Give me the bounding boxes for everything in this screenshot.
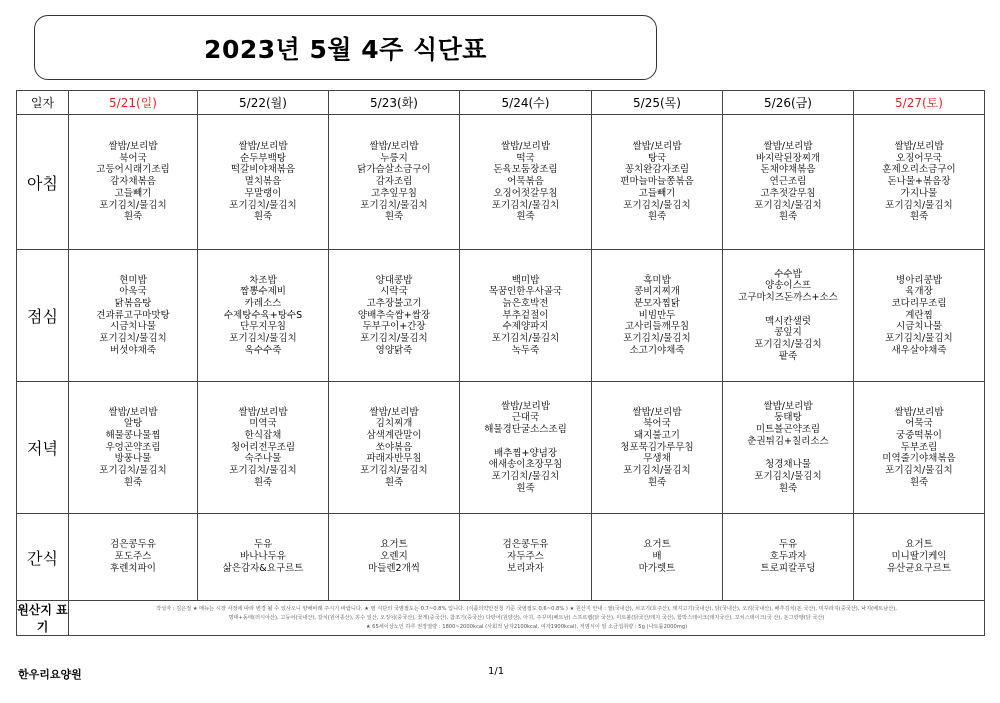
menu-item: 무생채 (643, 453, 671, 465)
menu-item (723, 304, 853, 316)
menu-item: 닭가슴살소금구이 (357, 164, 431, 176)
menu-item: 병아리콩밥 (896, 274, 942, 286)
meal-label: 간식 (17, 514, 69, 601)
menu-item: 춘권튀김+칠리소스 (747, 435, 829, 447)
menu-item: 쌀밥/보리밥 (238, 406, 288, 418)
menu-cell (198, 250, 329, 382)
menu-item: 오징어젓갈무침 (493, 187, 558, 199)
menu-item: 양송이스프 (765, 280, 811, 292)
menu-item: 늙은호박전 (502, 297, 549, 309)
menu-item: 고추잎무침 (371, 187, 417, 199)
menu-cell (329, 250, 460, 382)
menu-item: 포기김치/물김치 (623, 199, 691, 211)
menu-item: 새우살야채죽 (891, 344, 947, 356)
menu-item: 방풍나물 (114, 453, 152, 465)
menu-item: 목꿈인한우사골국 (488, 286, 563, 298)
menu-item: 김치찌개 (375, 418, 413, 430)
menu-item: 버섯야채죽 (110, 344, 156, 356)
menu-item: 쌀밥/보리밥 (108, 406, 158, 418)
menu-item: 옥수수죽 (244, 344, 282, 356)
menu-item: 궁중떡볶이 (896, 429, 942, 441)
menu-item: 애새송이초장무침 (488, 459, 563, 471)
menu-item: 포기김치/물김치 (229, 465, 297, 477)
menu-item: 어묵볶음 (507, 176, 544, 188)
menu-item: 수제양파지 (502, 321, 549, 333)
meal-label: 아침 (17, 115, 69, 250)
snack-row (17, 514, 985, 601)
meal-label: 저녁 (17, 382, 69, 514)
breakfast-row (17, 115, 985, 250)
menu-item: 녹두죽 (511, 344, 540, 356)
menu-item: 흰죽 (778, 211, 798, 223)
menu-item: 카레소스 (244, 297, 282, 309)
menu-item: 포기김치/물김치 (754, 470, 822, 482)
menu-item: 오징어무국 (896, 152, 942, 164)
menu-item: 감자채볶음 (110, 176, 156, 188)
menu-item: 부추겉절이 (502, 309, 549, 321)
menu-item (723, 448, 853, 460)
menu-item: 편마늘마늘쫑볶음 (620, 176, 694, 188)
menu-item: 흰죽 (778, 482, 798, 494)
menu-item: 흰죽 (123, 211, 143, 223)
menu-item: 포기김치/물김치 (491, 333, 560, 345)
menu-item: 바지락된장찌개 (755, 152, 821, 164)
menu-item: 양배추숙쌈+쌈장 (357, 309, 431, 321)
page-title: 2023년 5월 4주 식단표 (204, 34, 487, 64)
menu-item: 고들빼기 (114, 187, 152, 199)
menu-item: 흑미밥 (643, 274, 671, 286)
menu-item: 포기김치/물김치 (360, 333, 428, 345)
menu-item: 청어리전무조림 (230, 441, 296, 453)
menu-item: 포기김치/물김치 (99, 199, 167, 211)
menu-cell (592, 115, 723, 250)
menu-item: 두부구이+간장 (362, 321, 426, 333)
menu-item: 마가렛트 (638, 562, 676, 574)
day-header: 5/27(토) (854, 91, 985, 115)
menu-item: 콩비지찌개 (634, 286, 680, 298)
origin-note-line: ★ 65세이상노인 하루 권장열량 : 1800~2000kcal (사회적 남자2100kcal, 여자1900kcal), 저염식이 일 소금섭취량 : 5g (나트륨2000mg) (365, 623, 688, 630)
menu-item: 쌀밥/보리밥 (894, 406, 944, 418)
menu-cell (723, 382, 854, 514)
menu-item: 쌀밥/보리밥 (369, 406, 419, 418)
menu-item: 흰죽 (909, 211, 929, 223)
meal-label: 점심 (17, 250, 69, 382)
page-number: 1/1 (488, 666, 505, 677)
menu-item: 흰죽 (384, 211, 404, 223)
menu-cell (329, 382, 460, 514)
menu-item: 쌀밥/보리밥 (108, 141, 158, 153)
menu-item: 쌀밥/보리밥 (763, 400, 813, 412)
menu-item: 동태탕 (774, 412, 802, 424)
menu-item: 삶은감자&요구르트 (222, 562, 304, 574)
menu-item: 포기김치/물김치 (99, 333, 167, 345)
menu-item: 고추젓갈무침 (760, 187, 816, 199)
menu-cell (69, 250, 198, 382)
menu-cell (592, 250, 723, 382)
menu-item: 소고기야채죽 (629, 344, 685, 356)
menu-item: 쌀밥/보리밥 (500, 141, 551, 153)
menu-item: 포기김치/물김치 (360, 199, 428, 211)
menu-item: 쌀밥/보리밥 (500, 400, 551, 412)
menu-item: 아욱국 (119, 286, 147, 298)
menu-item: 쌀밥/보리밥 (763, 141, 813, 153)
menu-item: 포기김치/물김치 (754, 338, 822, 350)
menu-item: 검은콩두유 (110, 539, 156, 551)
menu-item: 쏘야볶음 (375, 441, 413, 453)
menu-item: 흰죽 (909, 476, 929, 488)
menu-item: 돈나물+볶음장 (887, 176, 951, 188)
menu-item: 검은콩두유 (502, 539, 549, 551)
menu-item: 떡국 (516, 152, 535, 164)
menu-cell (460, 514, 592, 601)
menu-item: 탕국 (647, 152, 667, 164)
menu-cell (198, 382, 329, 514)
menu-item: 백미밥 (511, 274, 540, 286)
menu-item: 북어국 (119, 152, 147, 164)
menu-item: 마들렌2개씩 (368, 562, 420, 574)
menu-item: 양대콩밥 (375, 274, 413, 286)
menu-item: 알탕 (123, 418, 143, 430)
menu-item: 배 (652, 551, 662, 563)
menu-item: 후렌치파이 (110, 562, 156, 574)
menu-item (460, 436, 591, 448)
menu-item: 맥시칸샐럿 (765, 315, 811, 327)
menu-item: 닭볶음탕 (114, 297, 152, 309)
menu-cell (329, 115, 460, 250)
organization-name: 한우리요양원 (18, 668, 82, 681)
menu-item: 청경채나물 (765, 459, 811, 471)
menu-item: 포기김치/물김치 (229, 199, 297, 211)
menu-cell (460, 250, 592, 382)
menu-item: 가지나물 (900, 187, 938, 199)
menu-item: 흰죽 (516, 482, 535, 494)
menu-item: 미트볼곤약조림 (755, 424, 821, 436)
menu-item: 두유 (253, 539, 273, 551)
menu-item: 포기김치/물김치 (885, 333, 953, 345)
menu-item: 어묵국 (905, 418, 933, 430)
origin-label: 원산지 표기 (17, 601, 69, 636)
day-header: 5/21(일) (69, 91, 198, 115)
menu-cell (198, 115, 329, 250)
menu-item: 누룽지 (380, 152, 408, 164)
day-header: 5/24(수) (460, 91, 592, 115)
menu-item: 쌀밥/보리밥 (894, 141, 944, 153)
menu-item: 쌀밥/보리밥 (369, 141, 419, 153)
menu-item: 육개장 (905, 286, 933, 298)
menu-item: 흰죽 (123, 476, 143, 488)
menu-item: 포기김치/물김치 (491, 470, 560, 482)
menu-cell (723, 514, 854, 601)
menu-cell (69, 115, 198, 250)
menu-item: 북어국 (643, 418, 671, 430)
menu-item: 감자조림 (375, 176, 413, 188)
menu-item: 돈육모둠장조림 (493, 164, 558, 176)
menu-item: 포기김치/물김치 (229, 333, 297, 345)
menu-item: 돈채야채볶음 (760, 164, 816, 176)
menu-item: 미니딸기케익 (891, 551, 947, 563)
menu-cell (460, 115, 592, 250)
menu-item: 포기김치/물김치 (99, 465, 167, 477)
meal-body (17, 115, 985, 601)
menu-item: 쌀밥/보리밥 (632, 141, 682, 153)
origin-note-line: 작성자 : 김은정 ★ 메뉴는 시장 사정에 따라 변경 될 수 있사오니 양해바래 주시기 바랍니다. ★ 염 식단의 국염절도는 0.7~0.8% 입니다. (식품의약안전청 기준 국염절도 0.6~0.8% ) ★ 원산지 안내 : 쌀(국내산), 쇠고기(호주산), 돼지고기(국내산), 닭(국내산), 오리(국내산), 배추김치(돈 국산), 미꾸라지(중국산), 낙지(베트남산), (156, 605, 897, 612)
menu-item: 바나나두유 (240, 551, 286, 563)
menu-item: 한식잡채 (244, 429, 282, 441)
day-header: 5/25(목) (592, 91, 723, 115)
menu-item: 고등어시래기조림 (96, 164, 170, 176)
menu-item: 흰죽 (253, 211, 273, 223)
menu-item: 떡갈비야채볶음 (230, 164, 296, 176)
menu-item: 훈제오리소금구이 (882, 164, 956, 176)
menu-item: 포기김치/물김치 (623, 465, 691, 477)
menu-item: 요거트 (380, 539, 408, 551)
menu-cell (854, 250, 985, 382)
date-header-label: 일자 (17, 91, 69, 115)
menu-item: 쌀밥/보리밥 (632, 406, 682, 418)
menu-item: 두유 (778, 539, 798, 551)
menu-item: 영양닭죽 (375, 344, 413, 356)
menu-item: 순두부백탕 (240, 152, 286, 164)
menu-item: 유산균요구르트 (886, 562, 952, 574)
menu-item: 자두주스 (507, 551, 544, 563)
header-row (17, 91, 985, 115)
menu-item: 요거트 (905, 539, 933, 551)
menu-item: 포기김치/물김치 (754, 199, 822, 211)
menu-item: 고구마치즈돈까스+소스 (738, 292, 838, 304)
menu-cell (592, 382, 723, 514)
origin-row (17, 601, 985, 636)
day-header: 5/22(월) (198, 91, 329, 115)
day-header: 5/23(화) (329, 91, 460, 115)
menu-item: 코다리무조림 (891, 297, 947, 309)
origin-note-line: 명태+동태(러시아산), 고등어(국내산), 갈치(원어종산), 꽁수 일산, 오징어(중국산), 꽃게(중국산), 참조기(중국산) 다랑어(원양산), 아귀, 주꾸미(베트남) 스프르랩(닭 국산), 미트볼(닭국산/돼지 국산), 함박스테이크(돼지국산), 꼬치스테이크(국 산), 돈그랑땡(닭 국산) (228, 614, 825, 621)
title-box (34, 15, 657, 80)
menu-item: 고추장불고기 (366, 297, 422, 309)
menu-cell (198, 514, 329, 601)
menu-item: 흰죽 (647, 211, 667, 223)
menu-item: 청포묵김가루무침 (620, 441, 694, 453)
menu-item: 보리과자 (507, 562, 544, 574)
menu-item: 두부조림 (900, 441, 938, 453)
menu-cell (592, 514, 723, 601)
origin-notes (69, 601, 985, 636)
menu-cell (723, 115, 854, 250)
menu-item: 콩잎지 (774, 327, 802, 339)
menu-item: 팥죽 (778, 350, 798, 362)
menu-item: 단무지무침 (240, 321, 286, 333)
menu-item: 해물경단굴소스조림 (484, 424, 567, 436)
menu-item: 무말랭이 (244, 187, 282, 199)
menu-item: 포기김치/물김치 (885, 199, 953, 211)
menu-item: 포기김치/물김치 (623, 333, 691, 345)
menu-item: 호두과자 (769, 551, 807, 563)
menu-item: 포기김치/물김치 (360, 465, 428, 477)
dinner-row (17, 382, 985, 514)
menu-item: 차조밥 (249, 274, 277, 286)
menu-item: 견과류고구마맛탕 (96, 309, 170, 321)
menu-item: 고사리들깨무침 (624, 321, 690, 333)
menu-item: 고들빼기 (638, 187, 676, 199)
menu-item: 오렌지 (380, 551, 408, 563)
menu-item: 현미밥 (119, 274, 147, 286)
menu-item: 돼지불고기 (634, 429, 680, 441)
menu-item: 트로피칼푸딩 (760, 562, 816, 574)
menu-item: 근대국 (511, 412, 540, 424)
lunch-row (17, 250, 985, 382)
menu-item: 꽁치완감자조림 (624, 164, 690, 176)
menu-item: 멸치볶음 (244, 176, 282, 188)
menu-item: 포기김치/물김치 (491, 199, 560, 211)
menu-item: 흰죽 (647, 476, 667, 488)
menu-item: 해물콩나물찜 (105, 429, 161, 441)
menu-item: 우엉곤약조림 (105, 441, 161, 453)
menu-item: 짬뽕수제비 (240, 286, 286, 298)
menu-cell (69, 514, 198, 601)
menu-item: 시락국 (380, 286, 408, 298)
menu-item: 포기김치/물김치 (885, 465, 953, 477)
day-header: 5/26(금) (723, 91, 854, 115)
menu-item: 미역줄기야채볶음 (882, 453, 956, 465)
menu-item: 쌀밥/보리밥 (238, 141, 288, 153)
menu-item: 삼색계란말이 (366, 429, 422, 441)
menu-item: 분모자찜닭 (634, 297, 680, 309)
menu-item: 연근조림 (769, 176, 807, 188)
menu-item: 수제탕수육+탕수S (223, 309, 303, 321)
menu-item: 배추찜+양념장 (493, 447, 558, 459)
menu-item: 숙주나물 (244, 453, 282, 465)
menu-cell (69, 382, 198, 514)
menu-cell (460, 382, 592, 514)
menu-table (16, 90, 985, 636)
menu-cell (329, 514, 460, 601)
menu-item: 파래자반무침 (366, 453, 422, 465)
menu-item: 시금치나물 (110, 321, 156, 333)
menu-item: 흰죽 (384, 476, 404, 488)
menu-cell (854, 115, 985, 250)
menu-item: 시금치나물 (896, 321, 942, 333)
menu-item: 흰죽 (253, 476, 273, 488)
menu-item: 미역국 (249, 418, 277, 430)
menu-item: 수수밥 (774, 268, 802, 280)
menu-item: 요거트 (643, 539, 671, 551)
menu-cell (854, 382, 985, 514)
menu-item: 비빔만두 (638, 309, 676, 321)
menu-item: 계란찜 (905, 309, 933, 321)
menu-cell (854, 514, 985, 601)
menu-item: 흰죽 (516, 211, 535, 223)
menu-item: 포도주스 (114, 551, 152, 563)
menu-cell (723, 250, 854, 382)
